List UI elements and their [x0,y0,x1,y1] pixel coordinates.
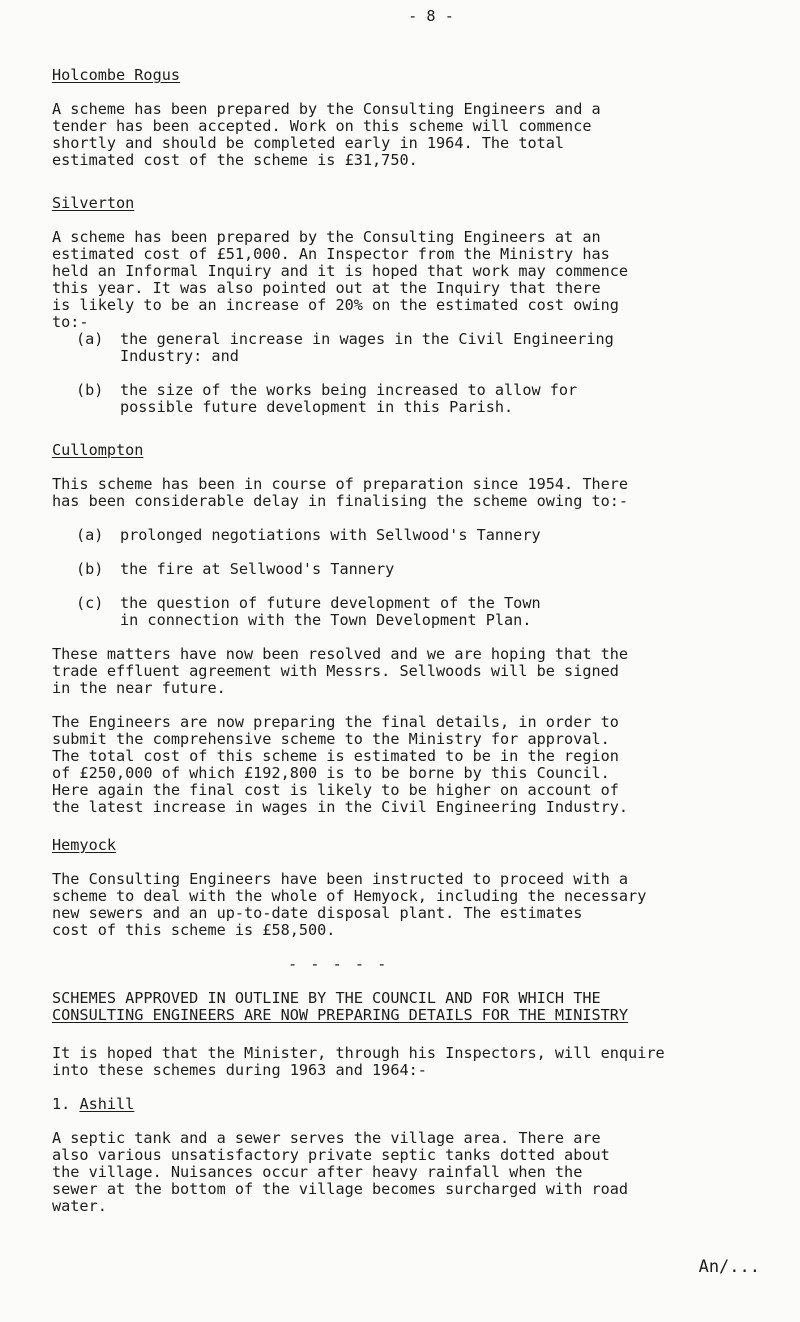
list-item-text: the fire at Sellwood's Tannery [120,560,395,578]
approved-heading-line-1: SCHEMES APPROVED IN OUTLINE BY THE COUNCIL AND FOR WHICH THE [52,989,601,1007]
list-item-label: (b) [76,381,104,399]
list-item-label: (a) [76,526,104,544]
list-item-text: prolonged negotiations with Sellwood's Tannery [120,526,541,544]
section-heading: Silverton [52,194,135,212]
list-item [52,595,782,629]
section-body: The Consulting Engineers have been instructed to proceed with a scheme to deal with the whole of Hemyock, including the necessary new sewers and an up-to-date disposal plant. The estimates cost of this scheme is £58,500. [52,870,647,939]
ashill-body: A septic tank and a sewer serves the village area. There are also various unsatisfactory private septic tanks dotted about the village. Nuisances occur after heavy rainfall when the sewer at the bottom of the village becomes surcharged with road water. [52,1129,629,1215]
ashill-number: 1. [52,1095,71,1113]
ashill-title: Ashill [79,1095,135,1113]
ashill-heading [52,1096,782,1113]
section-silverton [52,195,782,416]
list-item-label: (b) [76,560,104,578]
section-body: A scheme has been prepared by the Consulting Engineers at an estimated cost of £51,000. An Inspector from the Ministry has held an Informal Inquiry and it is hoped that work may commence this year. It was also pointed out at the Inquiry that there is likely to be an increase of 20% on the estimated cost owing to:- [52,228,629,331]
catchword: An/... [698,1257,760,1277]
list-item [52,527,782,544]
list-item-text: the size of the works being increased to allow for possible future development in this Parish. [120,381,578,416]
list-item-text: the question of future development of the Town in connection with the Town Development Plan. [120,594,541,629]
section-approved-schemes [52,990,782,1215]
list-item [52,561,782,578]
section-body: A scheme has been prepared by the Consulting Engineers and a tender has been accepted. Work on this scheme will commence shortly and should be completed early in 1964. The total estimated cost of the scheme is £31,750. [52,100,601,169]
list-item-text: the general increase in wages in the Civil Engineering Industry: and [120,330,614,365]
list-item [52,331,782,365]
section-cullompton [52,442,782,816]
approved-heading-line-2: CONSULTING ENGINEERS ARE NOW PREPARING DETAILS FOR THE MINISTRY [52,1006,629,1024]
section-hemyock [52,837,782,939]
section-paragraph: These matters have now been resolved and we are hoping that the trade effluent agreement with Messrs. Sellwoods will be signed in the near future. [52,645,629,697]
list-item-label: (a) [76,330,104,348]
section-heading: Hemyock [52,836,117,854]
section-divider: - - - - - [288,955,389,973]
list-item [52,382,782,416]
section-heading: Holcombe Rogus [52,66,181,84]
list-item-label: (c) [76,594,104,612]
document-page [52,8,782,1276]
approved-intro: It is hoped that the Minister, through his Inspectors, will enquire into these schemes during 1963 and 1964:- [52,1044,665,1079]
section-body: This scheme has been in course of preparation since 1954. There has been considerable delay in finalising the scheme owing to:- [52,475,629,510]
section-holcombe-rogus [52,67,782,169]
section-heading: Cullompton [52,441,144,459]
section-paragraph: The Engineers are now preparing the final details, in order to submit the comprehensive scheme to the Ministry for approval. The total cost of this scheme is estimated to be in the region of £250,000 of which £192,800 is to be borne by this Council. Here again the final cost is likely to be higher on account of the latest increase in wages in the Civil Engineering Industry. [52,713,629,816]
page-number: - 8 - [408,7,454,25]
